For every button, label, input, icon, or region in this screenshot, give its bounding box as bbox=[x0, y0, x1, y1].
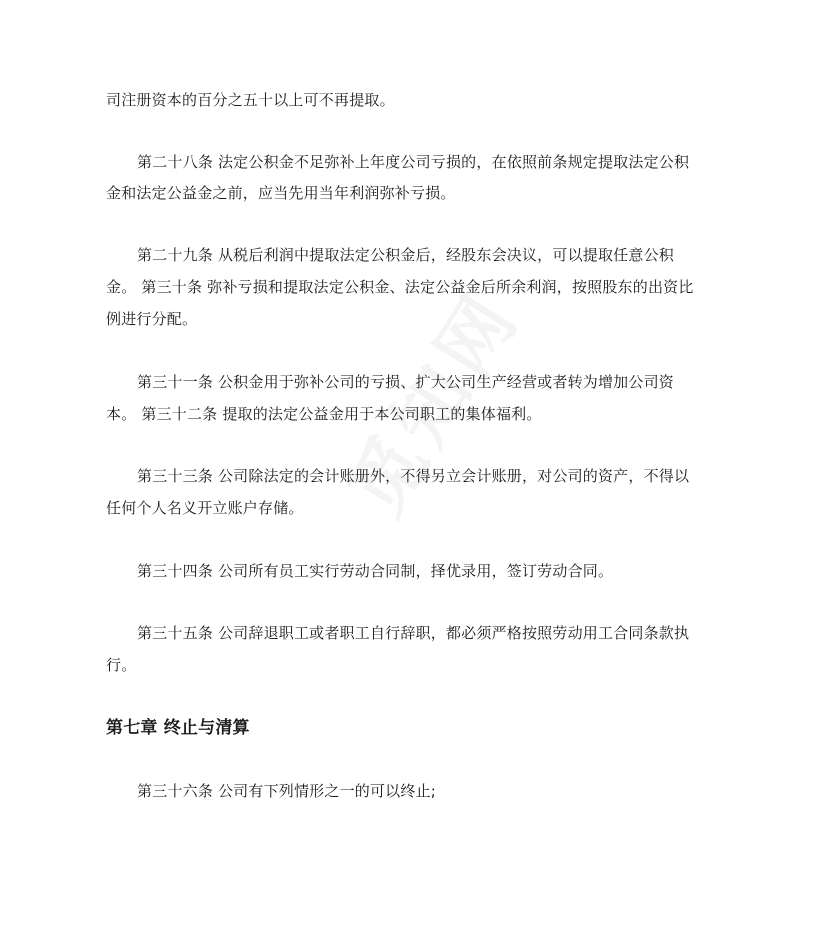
text-line: 第二十九条 从税后利润中提取法定公积金后，经股东会决议，可以提取任意公积 bbox=[137, 246, 674, 264]
text-line: 第三十四条 公司所有员工实行劳动合同制，择优录用，签订劳动合同。 bbox=[137, 562, 614, 580]
text-line: 本。 第三十二条 提取的法定公益金用于本公司职工的集体福利。 bbox=[106, 405, 542, 423]
chapter-heading: 第七章 终止与清算 bbox=[106, 718, 250, 738]
text-line: 第三十三条 公司除法定的会计账册外，不得另立会计账册，对公司的资产，不得以 bbox=[137, 467, 690, 485]
watermark bbox=[234, 210, 626, 589]
text-line: 司注册资本的百分之五十以上可不再提取。 bbox=[106, 91, 395, 109]
text-line: 第三十六条 公司有下列情形之一的可以终止; bbox=[137, 782, 437, 800]
text-line: 行。 bbox=[106, 656, 137, 674]
text-line: 例进行分配。 bbox=[106, 310, 198, 328]
text-line: 第三十一条 公积金用于弥补公司的亏损、扩大公司生产经营或者转为增加公司资 bbox=[137, 373, 674, 391]
text-line: 任何个人名义开立账户存储。 bbox=[106, 499, 304, 517]
text-line: 金和法定公益金之前，应当先用当年利润弥补亏损。 bbox=[106, 184, 456, 202]
text-line: 第二十八条 法定公积金不足弥补上年度公司亏损的，在依照前条规定提取法定公积 bbox=[137, 153, 690, 171]
text-line: 第三十五条 公司辞退职工或者职工自行辞职，都必须严格按照劳动用工合同条款执 bbox=[137, 624, 690, 642]
text-line: 金。 第三十条 弥补亏损和提取法定公积金、法定公益金后所余利润，按照股东的出资比 bbox=[106, 278, 694, 296]
